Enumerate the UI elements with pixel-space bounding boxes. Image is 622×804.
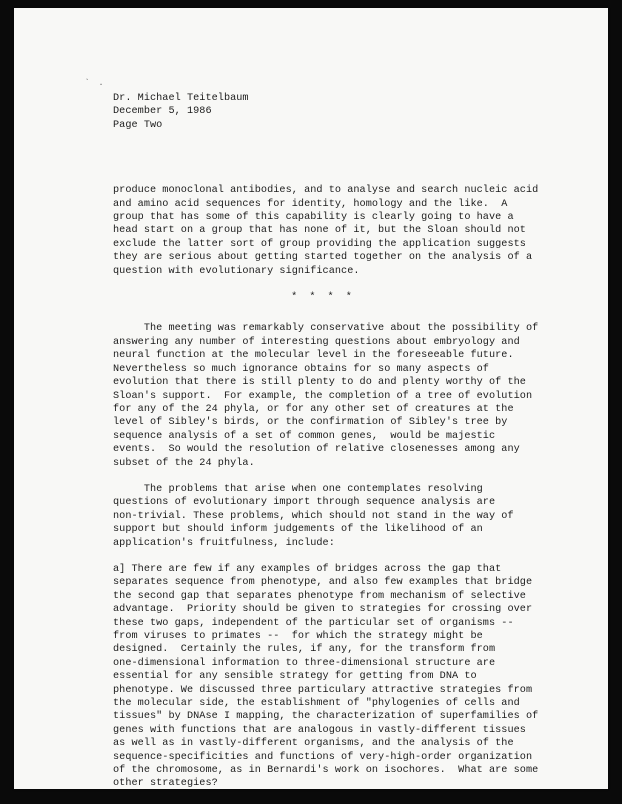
text-line: sequence-specificities and functions of very-high-order organization (113, 751, 533, 763)
text-line: events. So would the resolution of relative closenesses among any (113, 444, 520, 456)
text-line: answering any number of interesting questions about embryology and (113, 336, 520, 348)
text-line: the molecular side, the establishment of "phylogenies of cells and (113, 698, 520, 710)
text-line: phenotype. We discussed three particulary attractive strategies from (113, 684, 533, 696)
stray-mark: ˋ . (85, 79, 106, 88)
text-line: non-trivial. These problems, which should not stand in the way of (113, 510, 514, 522)
text-line: of the chromosome, as in Bernardi's work on isochores. What are some (113, 765, 539, 777)
text-line: Nevertheless so much ignorance obtains for so many aspects of (113, 363, 489, 375)
text-line: essential for any sensible strategy for getting from DNA to (113, 671, 477, 683)
text-line: designed. Certainly the rules, if any, for the transform from (113, 644, 496, 656)
text-line: as well as in vastly-different organisms, and the analysis of the (113, 738, 514, 750)
letter-text (113, 184, 539, 791)
text-line: tissues" by DNAse I mapping, the characterization of superfamilies of (113, 711, 539, 723)
text-line: The meeting was remarkably conservative about the possibility of (113, 323, 539, 335)
paragraph-4 (113, 563, 539, 791)
text-line: group that has some of this capability is clearly going to have a (113, 212, 514, 224)
text-line: for any of the 24 phyla, or for any other set of creatures at the (113, 403, 514, 415)
section-separator: * * * * (291, 292, 355, 304)
text-line: neural function at the molecular level in the foreseeable future. (113, 350, 514, 362)
text-line: advantage. Priority should be given to strategies for crossing over (113, 604, 533, 616)
text-line: sequence analysis of a set of common genes, would be majestic (113, 430, 496, 442)
text-line: genes with functions that are analogous in vastly-different tissues (113, 724, 526, 736)
text-line: application's fruitfulness, include: (113, 537, 335, 549)
text-line: subset of the 24 phyla. (113, 457, 255, 469)
text-line: questions of evolutionary import through sequence analysis are (113, 497, 496, 509)
text-line: and amino acid sequences for identity, homology and the like. A (113, 198, 508, 210)
text-line: produce monoclonal antibodies, and to analyse and search nucleic acid (113, 185, 539, 197)
page-number: Page Two (113, 119, 163, 131)
paragraph-3 (113, 483, 533, 550)
text-line: these two gaps, independent of the particular set of organisms -- (113, 617, 514, 629)
letter-body (113, 92, 539, 804)
text-line: the second gap that separates phenotype from mechanism of selective (113, 590, 526, 602)
addressee: Dr. Michael Teitelbaum (113, 93, 249, 104)
text-line: a] There are few if any examples of bridges across the gap that (113, 563, 502, 575)
text-line: head start on a group that has none of it, but the Sloan should not (113, 225, 526, 237)
text-line: question with evolutionary significance. (113, 265, 360, 277)
text-line: one-dimensional information to three-dimensional structure are (113, 657, 496, 669)
letter-date: December 5, 1986 (113, 106, 212, 118)
text-line: they are serious about getting started together on the analysis of a (113, 252, 533, 264)
text-line: from viruses to primates -- for which the strategy might be (113, 631, 483, 642)
text-line: exclude the latter sort of group providing the application suggests (113, 238, 526, 250)
text-line: level of Sibley's birds, or the confirmation of Sibley's tree by (113, 417, 508, 429)
paragraph-1 (113, 184, 539, 278)
text-line: The problems that arise when one contemplates resolving (113, 483, 483, 495)
text-line: evolution that there is still plenty to do and plenty worthy of the (113, 377, 526, 389)
text-line: support but should inform judgements of the likelihood of an (113, 524, 483, 536)
paragraph-2 (113, 322, 539, 469)
text-line: Sloan's support. For example, the completion of a tree of evolution (113, 390, 533, 402)
text-line: separates sequence from phenotype, and also few examples that bridge (113, 577, 533, 589)
letter-header (113, 92, 533, 132)
text-line: other strategies? (113, 778, 218, 790)
